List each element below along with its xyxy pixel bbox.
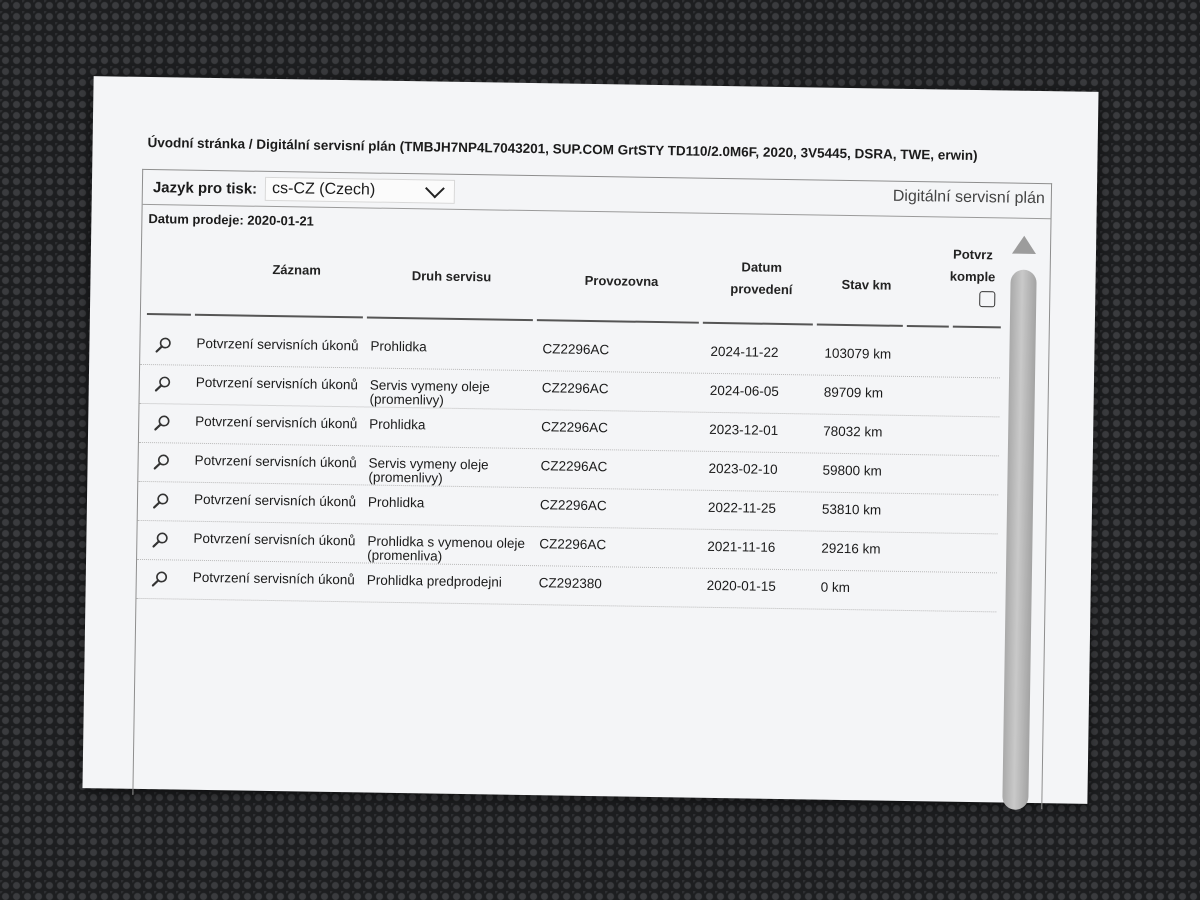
print-language-value: cs-CZ (Czech) — [271, 179, 376, 199]
column-header-confirm-line2[interactable]: komple — [949, 268, 996, 285]
date-cell: 2023-02-10 — [708, 460, 778, 477]
service-type-cell: Prohlidka — [370, 338, 427, 355]
date-cell: 2023-12-01 — [709, 421, 779, 438]
mileage-cell: 0 km — [820, 579, 851, 596]
column-header-workshop[interactable]: Provozovna — [584, 272, 659, 290]
workshop-cell: CZ2296AC — [541, 380, 609, 397]
service-type-cell: Servis vymeny oleje (promenlivy) — [369, 377, 490, 408]
column-header-confirm-line1[interactable]: Potvrz — [952, 246, 993, 263]
magnifier-icon[interactable] — [152, 492, 170, 510]
record-cell: Potvrzení servisních úkonů — [193, 530, 356, 549]
service-type-cell: Servis vymeny oleje (promenlivy) — [368, 455, 489, 486]
workshop-cell: CZ292380 — [538, 575, 602, 592]
mileage-cell: 89709 km — [823, 384, 884, 401]
column-header-record[interactable]: Záznam — [272, 261, 321, 278]
column-header-date-line1[interactable]: Datum — [741, 259, 783, 275]
mileage-cell: 103079 km — [824, 345, 892, 362]
service-type-cell: Prohlidka predprodejni — [366, 572, 502, 590]
print-language-select[interactable] — [265, 177, 455, 204]
table-header — [141, 226, 1050, 330]
service-type-cell: Prohlidka — [369, 416, 426, 433]
column-header-date-line2[interactable]: provedení — [730, 281, 793, 298]
record-cell: Potvrzení servisních úkonů — [193, 491, 357, 510]
date-cell: 2024-06-05 — [709, 382, 779, 399]
mileage-cell: 78032 km — [823, 423, 883, 440]
print-language-label: Jazyk pro tisk: — [152, 178, 258, 198]
record-cell: Potvrzení servisních úkonů — [196, 335, 359, 354]
service-type-cell: Prohlidka s vymenou oleje (promenliva) — [367, 533, 526, 564]
service-plan-panel — [132, 169, 1052, 809]
date-cell: 2021-11-16 — [707, 538, 776, 555]
workshop-cell: CZ2296AC — [539, 536, 607, 553]
record-cell: Potvrzení servisních úkonů — [195, 413, 358, 432]
scrollbar-thumb[interactable] — [1002, 270, 1036, 810]
breadcrumb: Úvodní stránka / Digitální servisní plán (TMBJH7NP4L7043201, SUP.COM GrtSTY TD110/2.0M6F, 2020, 3V5445, DSRA, TWE, erwin) — [147, 135, 978, 164]
mileage-cell: 53810 km — [821, 501, 882, 518]
magnifier-icon[interactable] — [152, 453, 170, 471]
date-cell: 2022-11-25 — [707, 499, 777, 516]
date-cell: 2020-01-15 — [706, 577, 776, 594]
column-header-mileage[interactable]: Stav km — [841, 276, 892, 293]
select-all-checkbox[interactable] — [979, 291, 995, 307]
record-cell: Potvrzení servisních úkonů — [195, 374, 359, 393]
workshop-cell: CZ2296AC — [542, 341, 610, 358]
record-cell: Potvrzení servisních úkonů — [194, 452, 357, 471]
workshop-cell: CZ2296AC — [541, 419, 609, 436]
scroll-up-arrow-icon[interactable] — [1012, 236, 1036, 254]
panel-title: Digitální servisní plán — [892, 187, 1045, 208]
sale-date: Datum prodeje: 2020-01-21 — [148, 211, 314, 229]
workshop-cell: CZ2296AC — [540, 458, 608, 475]
magnifier-icon[interactable] — [154, 336, 172, 354]
printed-page — [82, 76, 1098, 804]
magnifier-icon[interactable] — [153, 414, 171, 432]
date-cell: 2024-11-22 — [710, 343, 779, 360]
magnifier-icon[interactable] — [151, 531, 169, 549]
service-records-list — [136, 326, 1000, 612]
mileage-cell: 29216 km — [821, 540, 881, 557]
print-toolbar — [143, 170, 1051, 219]
magnifier-icon[interactable] — [151, 570, 169, 588]
service-type-cell: Prohlidka — [367, 494, 425, 511]
mileage-cell: 59800 km — [822, 462, 882, 479]
chevron-down-icon[interactable] — [425, 179, 445, 199]
magnifier-icon[interactable] — [154, 375, 172, 393]
record-cell: Potvrzení servisních úkonů — [192, 569, 355, 588]
workshop-cell: CZ2296AC — [539, 497, 607, 514]
column-header-service-type[interactable]: Druh servisu — [411, 268, 492, 285]
